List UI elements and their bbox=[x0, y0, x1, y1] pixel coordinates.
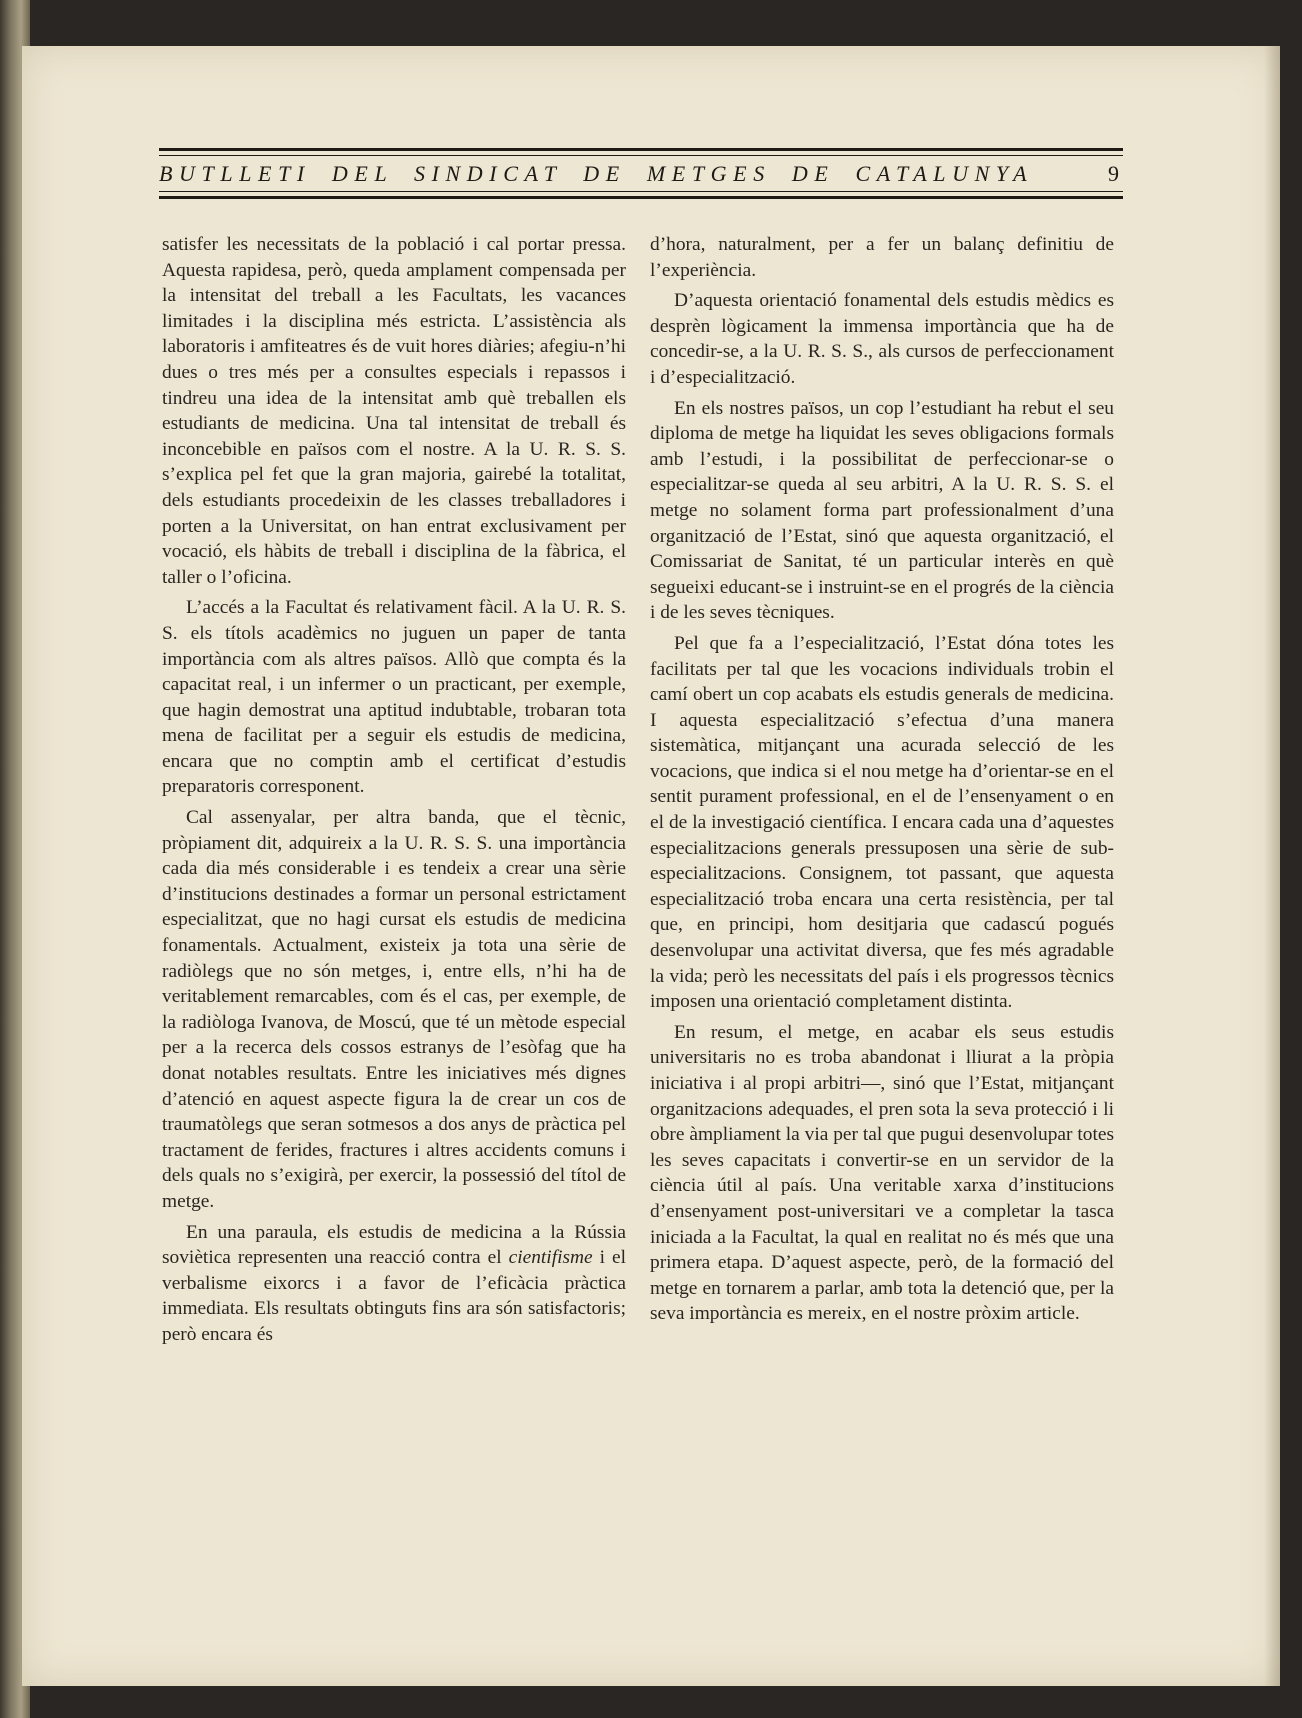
paragraph bbox=[162, 1220, 626, 1348]
paragraph: Cal assenyalar, per altra banda, que el tècnic, pròpiament dit, adquireix a la U. R. S. S. una importància cada dia més considerable i es tendeix a crear una sèrie d’institucions destinades a formar un personal estrictament especialitzat, que no hagi cursat els estudis de medicina fonamentals. Actualment, existeix ja tota una sèrie de radiòlegs que no són metges, i, entre ells, n’hi ha de veritablement remarcables, com és el cas, per exemple, de la radiòloga Ivanova, de Moscú, que té un mètode especial per a la recerca dels cossos estranys de l’esòfag que ha donat notables resultats. Entre les iniciatives més dignes d’atenció en aquest aspecte figura la de crear un cos de traumatòlegs que seran sotmesos a dos anys de pràctica pel tractament de ferides, fractures i altres accidents comuns i dels quals no s’exigirà, per exercir, la possessió del títol de metge. bbox=[162, 807, 626, 1212]
paragraph: D’aquesta orientació fonamental dels estudis mèdics es desprèn lògicament la immensa importància que ha de concedir-se, a la U. R. S. S., als cursos de perfeccionament i d’especialització. bbox=[650, 290, 1114, 388]
header-rule-top-thick bbox=[159, 148, 1123, 151]
journal-title: BUTLLETI DEL SINDICAT DE METGES DE CATALUNYA bbox=[159, 161, 1034, 186]
header-rule-bottom-thin bbox=[159, 191, 1123, 192]
paragraph: satisfer les necessitats de la població i cal portar pressa. Aquesta rapidesa, però, queda amplament compensada per la intensitat del treball a les Facultats, les vacances limitades i la disciplina més estricta. L’assistència als laboratoris i amfiteatres és de vuit hores diàries; afegiu-n’hi dues o tres més per a consultes especials i repassos i tindreu una idea de la intensitat amb què treballen els estudiants de medicina. Una tal intensitat de treball és inconcebible en països com el nostre. A la U. R. S. S. s’explica pel fet que la gran majoria, gairebé la totalitat, dels estudiants procedeixin de les classes treballadores i porten a la Universitat, on han entrat exclusivament per vocació, els hàbits de treball i disciplina de la fàbrica, el taller o l’oficina. bbox=[162, 234, 626, 588]
paragraph: Pel que fa a l’especialització, l’Estat dóna totes les facilitats per tal que les vocacions individuals trobin el camí obert un cop acabats els estudis generals de medicina. I aquesta especialització s’efectua d’una manera sistemàtica, mitjançant una acurada selecció de les vocacions, que indica si el nou metge ha d’orientar-se en el sentit purament professional, en el de l’ensenyament o en el de la investigació científica. I encara cada una d’aquestes especialitzacions generals pressuposen una sèrie de sub-especialitzacions. Consignem, tot passant, que aquesta especialització troba encara una certa resistència, per tal que, en principi, hom desitjaria que cadascú pogués desenvolupar una activitat diversa, que fes més agradable la vida; però les necessitats del país i els progressos tècnics imposen una orientació completament distinta. bbox=[650, 632, 1114, 1013]
page-edge-shadow bbox=[1264, 46, 1280, 1686]
left-column bbox=[162, 232, 626, 1348]
paragraph: En els nostres països, un cop l’estudiant ha rebut el seu diploma de metge ha liquidat les seves obligacions formals amb l’estudi, i la possibilitat de perfeccionar-se o especialitzar-se queda al seu arbitri, A la U. R. S. S. el metge no solament forma part professionalment d’una organització de l’Estat, sinó que aquesta organització, el Comissariat de Sanitat, té un particular interès en què segueixi educant-se i instruint-se en el progrés de la ciència i de les seves tècniques. bbox=[650, 397, 1114, 624]
paragraph-text: En una paraula, els estudis de medicina a la Rússia soviètica representen una reacció contra el bbox=[162, 1221, 626, 1269]
header-rule-bottom-thick bbox=[159, 196, 1123, 199]
header-rule-top-thin bbox=[159, 155, 1123, 156]
italic-term: cientifisme bbox=[508, 1247, 593, 1269]
paragraph: L’accés a la Facultat és relativament fàcil. A la U. R. S. S. els títols acadèmics no juguen un paper de tanta importància com als altres països. Allò que compta és la capacitat real, i un infermer o un practicant, per exemple, que hagin demostrat una aptitud indubtable, trobaran tota mena de facilitat per a seguir els estudis de medicina, encara que no comptin amb el certificat d’estudis preparatoris corresponent. bbox=[162, 597, 626, 798]
paragraph: En resum, el metge, en acabar els seus estudis universitaris no es troba abandonat i lliurat a la pròpia iniciativa i al propi arbitri—, sinó que l’Estat, mitjançant organitzacions adequades, el pren sota la seva protecció i li obre àmpliament la via per tal que pugui desenvolupar totes les seves capacitats i convertir-se en un servidor de la ciència útil al país. Una veritable xarxa d’institucions d’ensenyament post-universitari ve a completar la tasca iniciada a la Facultat, la qual en realitat no és més que una primera etapa. D’aquest aspecte, però, de la formació del metge en tornarem a parlar, amb tota la detenció que, per la seva importància es mereix, en el nostre pròxim article. bbox=[650, 1021, 1114, 1325]
paragraph: d’hora, naturalment, per a fer un balanç definitiu de l’experiència. bbox=[650, 234, 1114, 281]
running-header bbox=[159, 159, 1123, 189]
right-column bbox=[650, 232, 1114, 1327]
paragraph-text: i el verbalisme eixorcs i a favor de l’eficàcia pràctica immediata. Els resultats obtinguts fins ara són satisfactoris; però encara és bbox=[162, 1247, 627, 1345]
journal-page bbox=[22, 46, 1280, 1686]
page-number: 9 bbox=[1108, 161, 1119, 186]
